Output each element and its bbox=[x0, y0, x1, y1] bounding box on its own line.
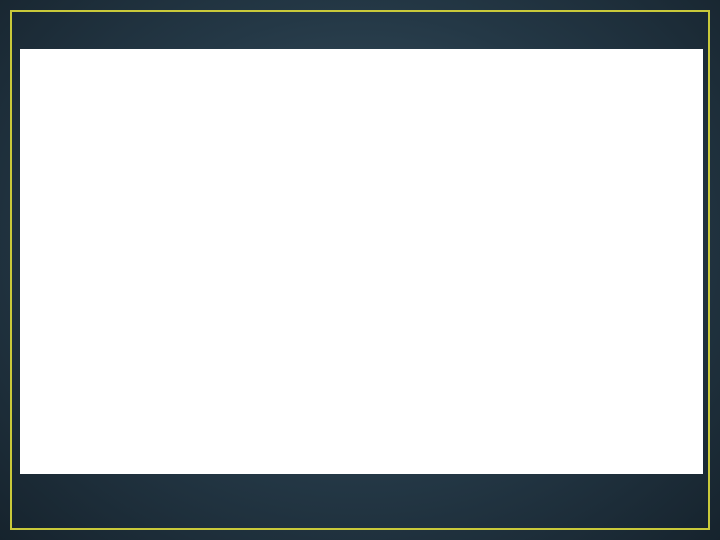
sop-document bbox=[20, 49, 703, 474]
sop-table bbox=[20, 49, 703, 474]
